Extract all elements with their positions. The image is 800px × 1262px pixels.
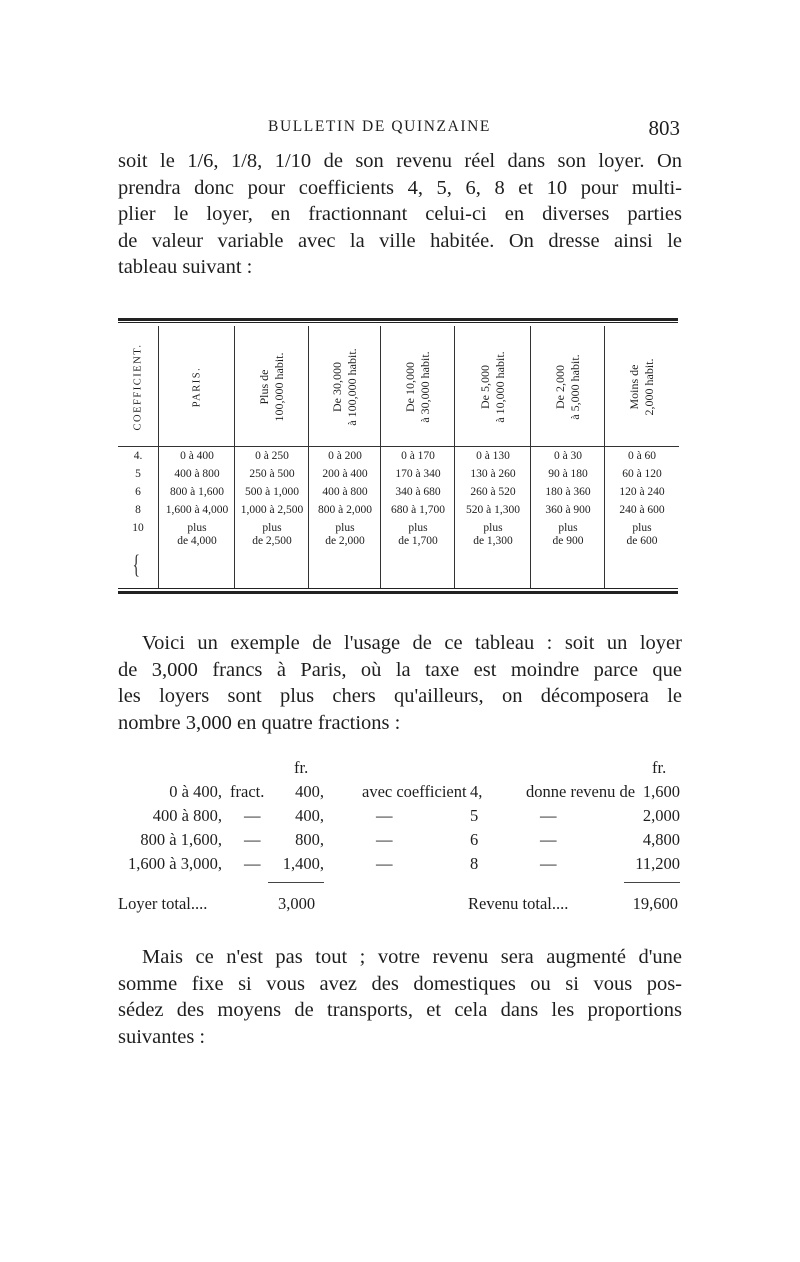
- coefficient-phrase: —: [376, 806, 393, 825]
- table-cell: 400 à 800: [174, 468, 220, 480]
- brace-glyph: {: [132, 550, 140, 579]
- table-cell: 0 à 170: [401, 450, 435, 462]
- table-cell-line: de 4,000: [177, 535, 217, 547]
- header-line: COEFFICIENT.: [132, 343, 144, 431]
- closing-paragraph: [118, 944, 682, 1050]
- table-column: [158, 326, 235, 588]
- table-cell: 4.: [133, 450, 143, 462]
- table-cell: 340 à 680: [395, 486, 441, 498]
- table-cell-line: de 900: [552, 535, 584, 547]
- running-head: BULLETIN DE QUINZAINE: [268, 118, 491, 135]
- table-bottom-rule: [118, 591, 678, 594]
- header-line: 100,000 habit.: [272, 352, 286, 422]
- table-top-rule: [118, 318, 678, 321]
- table-cell: 250 à 500: [249, 468, 295, 480]
- fraction-word: —: [244, 854, 261, 873]
- table-column: [234, 326, 309, 588]
- table-cell: 0 à 60: [627, 450, 657, 462]
- range-text: 1,600 à 3,000,: [128, 854, 222, 873]
- table-column: [308, 326, 381, 588]
- text-line: sédez des moyens de transports, et cela dans les proportions: [118, 999, 682, 1022]
- coefficient-phrase: avec coefficient: [362, 782, 467, 801]
- fraction-word: —: [244, 806, 261, 825]
- table-cell: 200 à 400: [322, 468, 368, 480]
- table-cell: [605, 522, 679, 548]
- rent-total-value: 3,000: [278, 894, 316, 913]
- revenue-value: 11,200: [635, 854, 680, 873]
- table-cell-line: de 1,700: [398, 535, 438, 547]
- table-cell: 680 à 1,700: [391, 504, 445, 516]
- gives-phrase: —: [540, 830, 557, 849]
- table-cell: [455, 522, 531, 548]
- table-cell-line: plus: [558, 522, 578, 534]
- gives-phrase: donne revenu de: [526, 782, 636, 801]
- table-cell: [531, 522, 605, 548]
- text-line: tableau suivant :: [118, 256, 253, 279]
- header-line: Plus de: [257, 369, 271, 405]
- column-header: [235, 328, 309, 447]
- table-cell-line: plus: [187, 522, 207, 534]
- table-cell: [309, 522, 381, 548]
- table-column: [530, 326, 605, 588]
- table-cell: 5: [135, 468, 141, 480]
- table-column: [380, 326, 455, 588]
- table-cell-line: de 600: [626, 535, 658, 547]
- coefficient-phrase: —: [376, 854, 393, 873]
- table-cell-line: plus: [408, 522, 428, 534]
- table-bottom-rule-thin: [118, 588, 678, 589]
- text-line: soit le 1/6, 1/8, 1/10 de son revenu réel dans son loyer. On: [118, 150, 682, 172]
- table-cell-line: de 2,000: [325, 535, 365, 547]
- revenue-total-value: 19,600: [632, 894, 678, 913]
- header-line: à 10,000 habit.: [493, 351, 507, 423]
- text-line: les loyers sont plus chers qu'ailleurs, on décomposera le: [118, 685, 682, 708]
- text-line: de 3,000 francs à Paris, où la taxe est moindre parce que: [118, 658, 682, 681]
- gives-phrase: —: [540, 806, 557, 825]
- table-cell: [381, 522, 455, 548]
- table-cell: 60 à 120: [622, 468, 662, 480]
- table-cell-line: plus: [335, 522, 355, 534]
- column-header: [159, 328, 235, 447]
- revenue-value: 2,000: [642, 806, 680, 825]
- table-cell: 180 à 360: [545, 486, 591, 498]
- calculation-block: [118, 758, 682, 918]
- table-cell: 0 à 400: [180, 450, 214, 462]
- text-line: Voici un exemple de l'usage de ce tableau : soit un loyer: [142, 632, 682, 654]
- table-cell: 240 à 600: [619, 504, 665, 516]
- fraction-word: fract.: [230, 782, 265, 801]
- range-text: 400 à 800,: [152, 806, 222, 825]
- table-cell-line: de 2,500: [252, 535, 292, 547]
- table-cell: 0 à 200: [328, 450, 362, 462]
- column-header: [381, 328, 455, 447]
- table-cell: 90 à 180: [548, 468, 588, 480]
- table-top-rule-thin: [118, 322, 678, 323]
- table-cell: 1,600 à 4,000: [165, 504, 229, 516]
- unit-label-left: fr.: [294, 758, 309, 777]
- fraction-amount: 400,: [295, 806, 324, 825]
- fraction-word: —: [244, 830, 261, 849]
- header-line: De 5,000: [478, 365, 492, 410]
- table-cell: [159, 522, 235, 548]
- header-line: 2,000 habit.: [642, 358, 656, 416]
- page-header: [118, 116, 680, 140]
- table-cell-line: plus: [632, 522, 652, 534]
- fraction-amount: 800,: [295, 830, 324, 849]
- coefficient-value: 5: [470, 806, 479, 825]
- table-cell: 0 à 250: [255, 450, 289, 462]
- text-line: plier le loyer, en fractionnant celui-ci en diverses parties: [118, 203, 682, 226]
- text-line: suivantes :: [118, 1025, 206, 1048]
- table-cell: 500 à 1,000: [245, 486, 299, 498]
- table-cell: 120 à 240: [619, 486, 665, 498]
- table-cell-line: plus: [483, 522, 503, 534]
- table-cell: 360 à 900: [545, 504, 591, 516]
- table-cell: 6: [135, 486, 141, 498]
- header-line: à 5,000 habit.: [568, 354, 582, 420]
- range-text: 800 à 1,600,: [140, 830, 222, 849]
- header-line: De 2,000: [553, 365, 567, 410]
- revenue-sum-rule: [624, 882, 680, 883]
- coefficient-phrase: —: [376, 830, 393, 849]
- table-cell: 1,000 à 2,500: [240, 504, 304, 516]
- table-cell: 0 à 130: [476, 450, 510, 462]
- table-column: [604, 326, 679, 588]
- header-line: De 30,000: [330, 362, 344, 413]
- header-line: De 10,000: [403, 362, 417, 413]
- header-line: PARIS.: [191, 366, 203, 408]
- table-cell: 130 à 260: [470, 468, 516, 480]
- column-header: [455, 328, 531, 447]
- unit-label-right: fr.: [652, 758, 667, 777]
- column-header: [118, 328, 158, 447]
- table-cell: 520 à 1,300: [466, 504, 520, 516]
- coefficient-value: 8: [470, 854, 479, 873]
- column-header: [531, 328, 605, 447]
- column-header: [309, 328, 381, 447]
- page-number: 803: [648, 116, 680, 140]
- revenue-value: 4,800: [642, 830, 680, 849]
- fraction-amount: 1,400,: [282, 854, 324, 873]
- column-header: [605, 328, 679, 447]
- text-line: prendra donc pour coefficients 4, 5, 6, 8 et 10 pour multi-: [118, 176, 682, 199]
- coefficient-value: 4,: [470, 782, 483, 801]
- header-line: à 30,000 habit.: [418, 351, 432, 423]
- rent-total-label: Loyer total....: [118, 894, 208, 913]
- table-cell-line: plus: [262, 522, 282, 534]
- table-cell: 10: [132, 522, 144, 534]
- header-line: Moins de: [627, 364, 641, 410]
- table-cell: 800 à 1,600: [170, 486, 224, 498]
- text-line: de valeur variable avec la ville habitée. On dresse ainsi le: [118, 229, 682, 252]
- revenue-total-label: Revenu total....: [468, 894, 569, 913]
- table-cell: 400 à 800: [322, 486, 368, 498]
- coefficient-table: [118, 318, 678, 596]
- table-cell: 170 à 340: [395, 468, 441, 480]
- table-grid: [118, 326, 678, 588]
- table-column: [118, 326, 158, 588]
- table-cell: 260 à 520: [470, 486, 516, 498]
- coefficient-value: 6: [470, 830, 479, 849]
- fraction-amount: 400,: [295, 782, 324, 801]
- text-line: somme fixe si vous avez des domestiques ou si vous pos-: [118, 972, 682, 995]
- table-cell: 0 à 30: [553, 450, 583, 462]
- table-cell: 8: [135, 504, 141, 516]
- example-paragraph: [118, 630, 682, 736]
- revenue-value: 1,600: [642, 782, 680, 801]
- range-text: 0 à 400,: [169, 782, 222, 801]
- header-line: à 100,000 habit.: [345, 348, 359, 426]
- text-line: Mais ce n'est pas tout ; votre revenu sera augmenté d'une: [142, 946, 682, 968]
- text-line: nombre 3,000 en quatre fractions :: [118, 711, 401, 734]
- gives-phrase: —: [540, 854, 557, 873]
- intro-paragraph: [118, 148, 682, 281]
- table-cell-line: de 1,300: [473, 535, 513, 547]
- table-cell: [235, 522, 309, 548]
- rent-sum-rule: [268, 882, 324, 883]
- table-cell: 800 à 2,000: [318, 504, 372, 516]
- table-column: [454, 326, 531, 588]
